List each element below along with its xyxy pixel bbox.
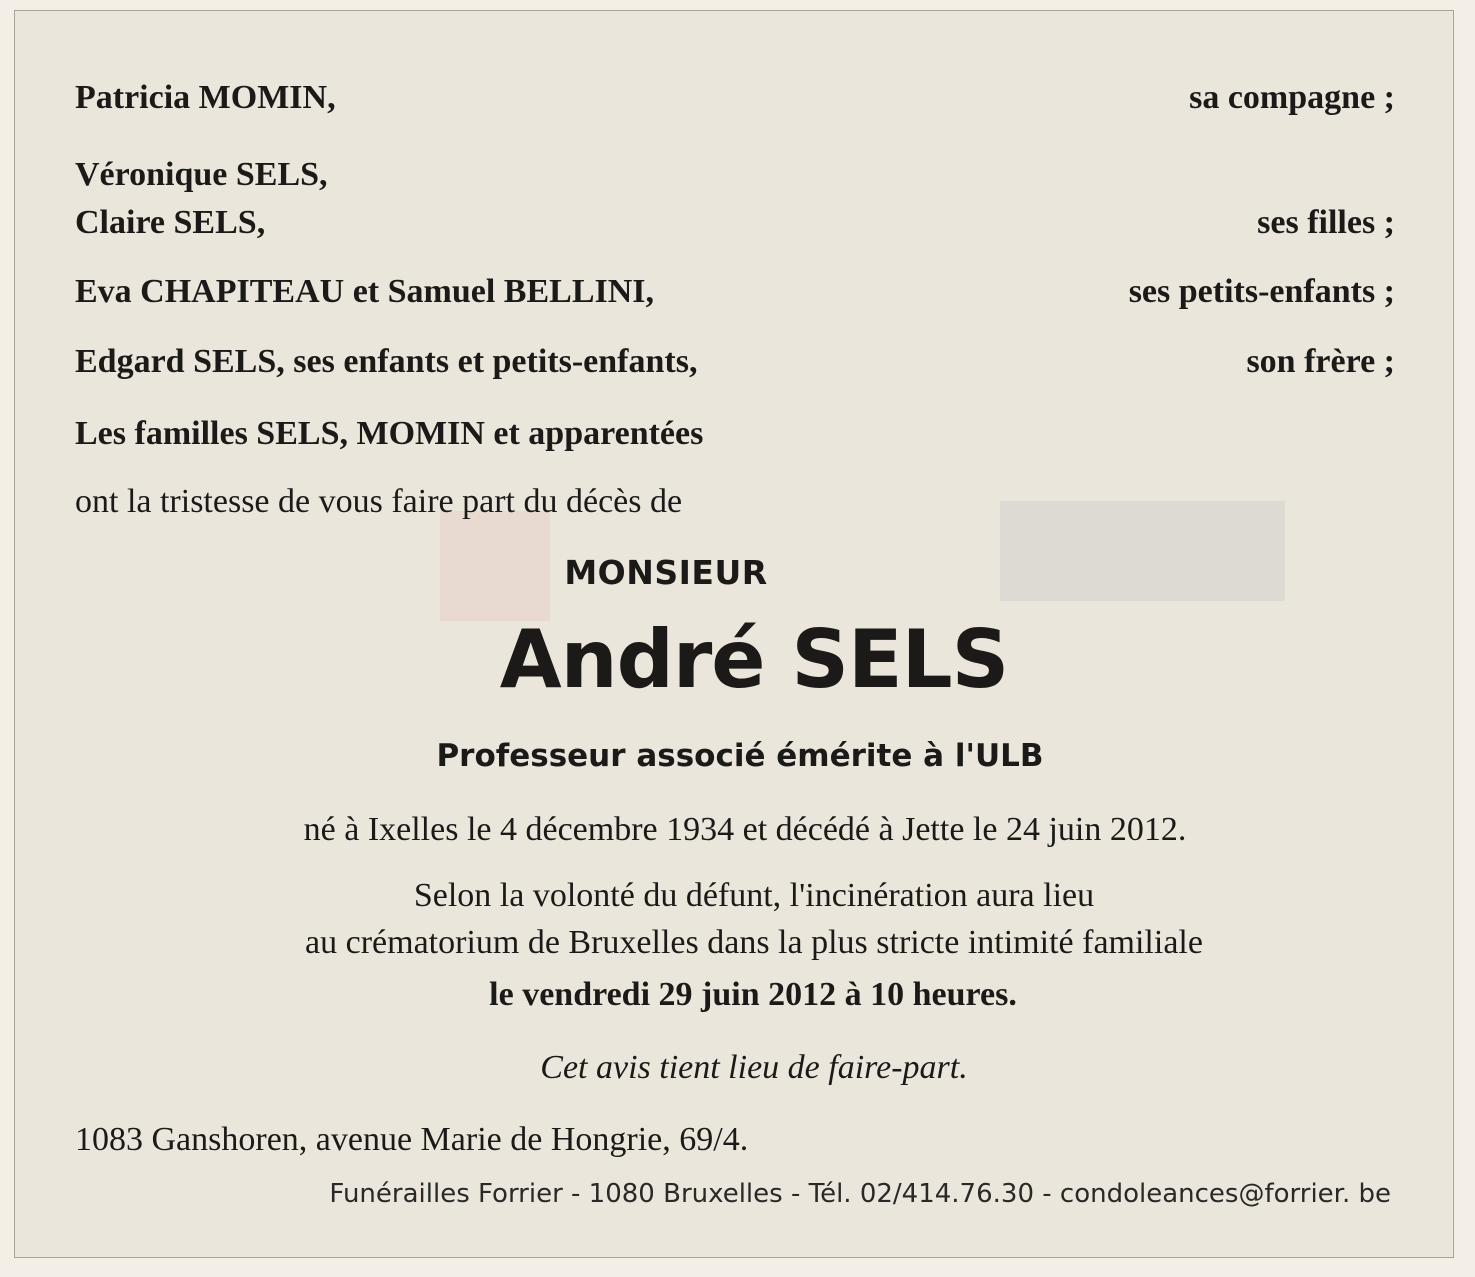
announcement-text: ont la tristesse de vous faire part du décès de bbox=[75, 483, 683, 520]
family-relation-1: sa compagne ; bbox=[1189, 79, 1395, 116]
notice-text: Cet avis tient lieu de faire-part. bbox=[540, 1049, 968, 1086]
family-relation-4: ses petits-enfants ; bbox=[1128, 273, 1395, 310]
family-relation-5: son frère ; bbox=[1246, 343, 1395, 380]
deceased-title: Professeur associé émérite à l'ULB bbox=[436, 738, 1044, 774]
birth-death-line: né à Ixelles le 4 décembre 1934 et décédé à Jette le 24 juin 2012. bbox=[303, 811, 1187, 848]
family-name-4: Eva CHAPITEAU et Samuel BELLINI, bbox=[75, 273, 655, 310]
family-name-3: Claire SELS, bbox=[75, 204, 266, 241]
ceremony-line-2: au crématorium de Bruxelles dans la plus stricte intimité familiale bbox=[305, 924, 1203, 961]
funeral-home-line: Funérailles Forrier - 1080 Bruxelles - Tél. 02/414.76.30 - condoleances@forrier. be bbox=[329, 1179, 1391, 1209]
obituary-clipping bbox=[14, 10, 1454, 1258]
family-name-2: Véronique SELS, bbox=[75, 156, 328, 193]
address-line: 1083 Ganshoren, avenue Marie de Hongrie, 69/4. bbox=[75, 1121, 749, 1158]
ceremony-date: le vendredi 29 juin 2012 à 10 heures. bbox=[489, 976, 1017, 1013]
family-name-1: Patricia MOMIN, bbox=[75, 79, 336, 116]
family-name-5: Edgard SELS, ses enfants et petits-enfants, bbox=[75, 343, 698, 380]
deceased-name: André SELS bbox=[499, 613, 1009, 706]
ceremony-line-1: Selon la volonté du défunt, l'incinération aura lieu bbox=[413, 877, 1095, 914]
honorific: MONSIEUR bbox=[564, 553, 768, 592]
family-relation-3: ses filles ; bbox=[1257, 204, 1395, 241]
family-name-6: Les familles SELS, MOMIN et apparentées bbox=[75, 415, 704, 452]
